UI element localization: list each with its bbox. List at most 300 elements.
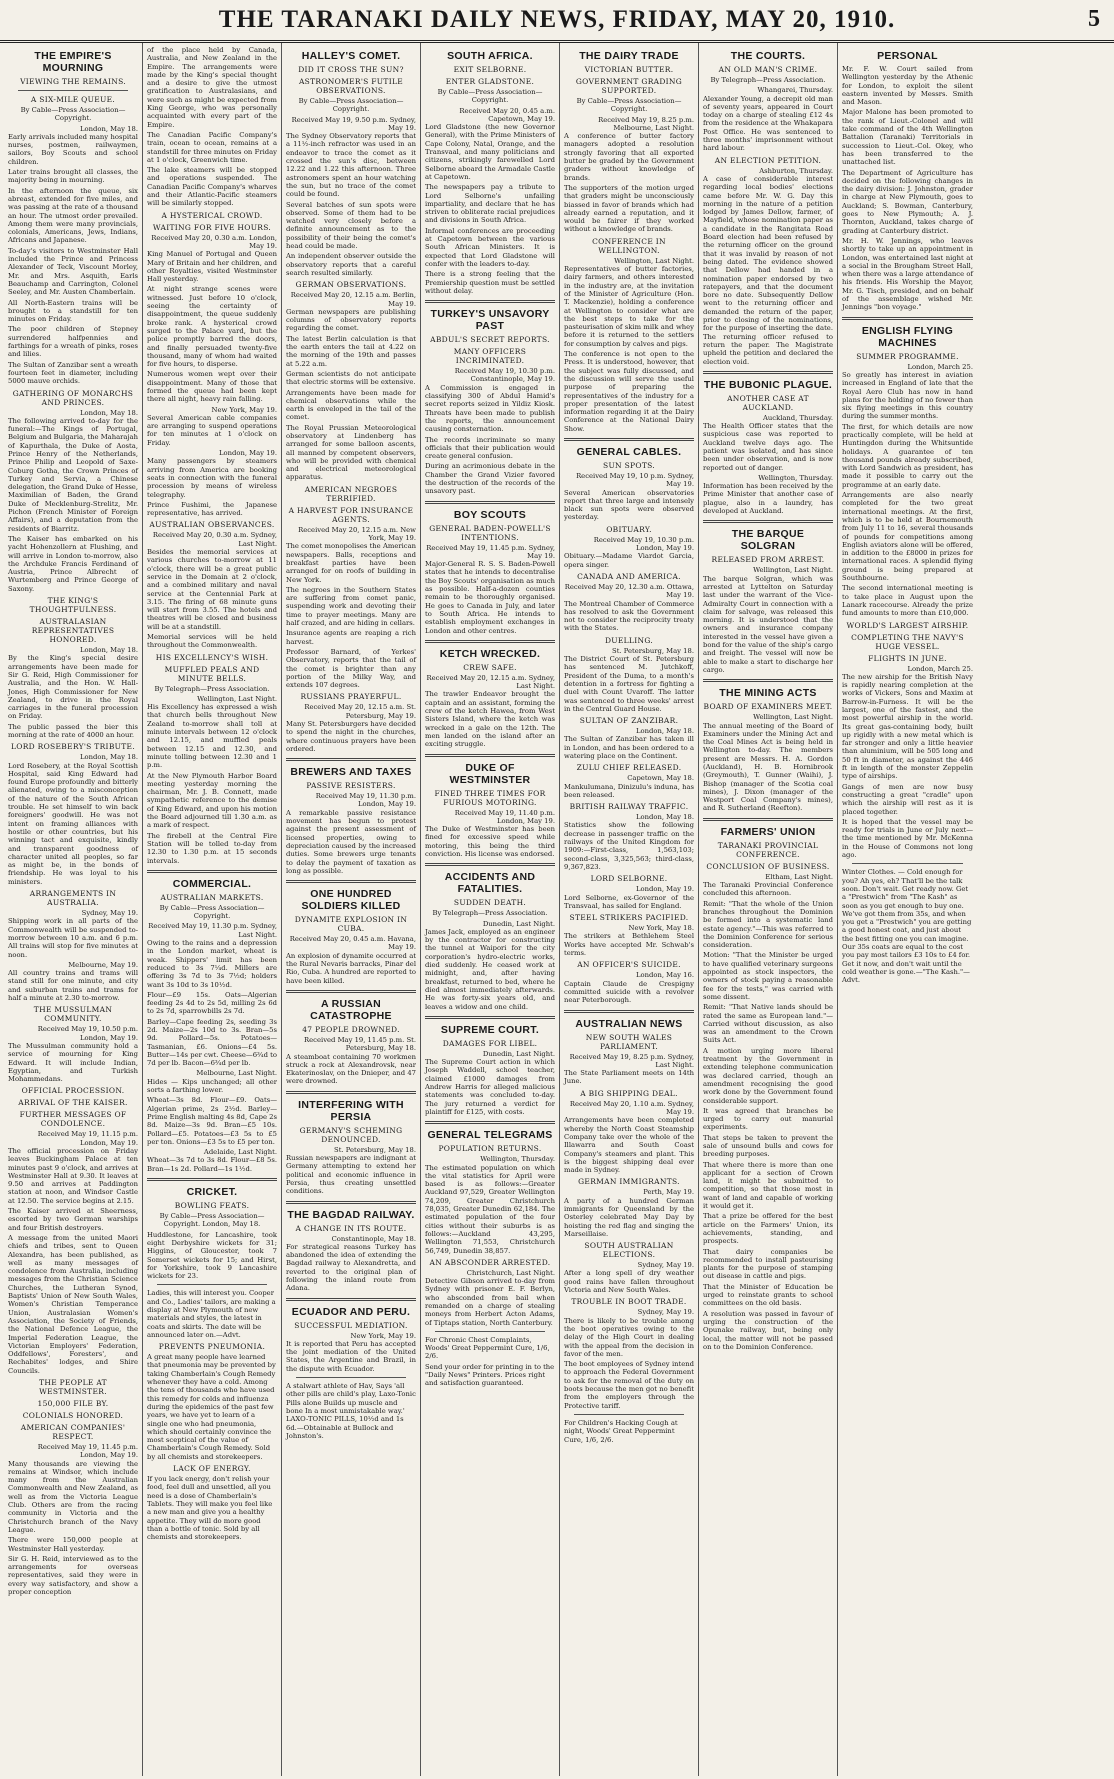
dateline: Received May 20, 1.10 a.m. Sydney, May 19.: [569, 1099, 694, 1117]
double-rule: [425, 754, 555, 757]
headline: PERSONAL: [877, 50, 938, 62]
headline: TURKEY'S UNSAVORY PAST: [430, 308, 550, 333]
double-rule: [425, 501, 555, 504]
subhead: ASTRONOMER'S FUTILE OBSERVATIONS.: [298, 77, 404, 95]
paragraph: At night strange scenes were witnessed. Just before 10 o'clock, seeing the certainty of disappointment, the queue suddenly broke rank. A hysterical crowd surged to the Palace yard, but the police promptly barred the doors, and finally persuaded twenty-five thousand, many of whom had waited for five hours, to disperse.: [147, 285, 277, 369]
dateline: Received May 19, 10.50 p.m. London, May 19.: [37, 1025, 138, 1042]
paragraph: Several American cable companies are arranging to suspend operations for ten minutes at 1 o'clock on Friday.: [147, 413, 277, 447]
ad-text: Winter Clothes. — Cold enough for you? Ah yes, eh? That'll be the talk soon. Don't wait. Get ready now. Get a "Prestwich" from "The Kash" as soon as you get enough to buy one. We've got them from 35s, and when you get a "Prestwich" you are getting a good honest coat, and just about the best fitting one you can imagine. Our 35s coats are equal to the cost you pay most tailors £3 10s to £4 for. Get it now, and don't wait until the cold weather is gone.—"The Kash."—Advt.: [842, 868, 972, 985]
paragraph: Shipping work in all parts of the Commonwealth will be suspended to-morrow between 10 a.m. and 6 p.m. All trains will stop for five minutes at noon.: [8, 917, 138, 959]
dateline: Received May 19, 11.40 p.m. London, May 19.: [454, 808, 555, 825]
double-rule: [564, 438, 694, 441]
paragraph: After a long spell of dry weather good rains have fallen throughout Victoria and New South Wales.: [564, 1269, 694, 1295]
ad-text: For Chronic Chest Complaints, Woods' Great Peppermint Cure, 1/6, 2/6.: [425, 1335, 550, 1361]
paragraph: There were 150,000 people at Westminster Hall yesterday.: [8, 1536, 138, 1553]
paragraph: A resolution was passed in favour of urging the construction of the Opunake railway, but, being only local, the matter will not be passed on to the Dominion Conference.: [703, 1309, 833, 1351]
dateline: Melbourne, Last Night.: [196, 1069, 277, 1078]
paragraph: The following arrived to-day for the funeral:—The Kings of Portugal, Belgium and Bulgaria, the Maharajah of Kapurthala, the Duke of Aosta, Prince Henry of the Netherlands, Prince Philip and Leopold of Saxe-Coburg Gotha, the Crown Princes of Turkey and Servia, a Chinese delegation, the Grand Duke of Hesse, Maximilian of Baden, the Grand Duke of Mecklenburg-Strelitz, Mr. Pichon (French Minister of Foreign Affairs), and a deputation from the residents of Biarritz.: [8, 416, 138, 533]
dateline: Dunedin, Last Night.: [482, 919, 555, 928]
subhead: A HARVEST FOR INSURANCE AGENTS.: [288, 505, 414, 524]
subhead: THE PEOPLE AT WESTMINSTER.: [39, 1378, 107, 1396]
subhead: RUSSIANS PRAYERFUL.: [300, 692, 402, 702]
advertisement: [564, 1419, 694, 1444]
paragraph: The public passed the bier this morning at the rate of 4000 an hour.: [8, 722, 138, 739]
paragraph: Owing to the rains and a depression in the London market, wheat is weak. Shippers' limit has been reduced to 3s 7¼d. Millers are offering 3s 7d to 3s 7½d; holders want 3s 10d to 3s 10½d.: [147, 939, 277, 989]
subhead: HIS EXCELLENCY'S WISH.: [155, 652, 269, 662]
paragraph: The Taranaki Provincial Conference concluded this afternoon.: [703, 881, 833, 898]
paragraph: The Supreme Court action in which Joseph Waddell, school teacher, claimed £1000 damages from Andrew Harris for alleged malicious statements was concluded to-day. The jury returned a verdict for plaintiff for £125, with costs.: [425, 1058, 555, 1116]
subhead: AMERICAN NEGROES TERRIFIED.: [304, 484, 398, 503]
paragraph: All country trains and trams will stand still for one minute, and city and suburban trains and trams for half a minute at 2.30 to-morrow.: [8, 969, 138, 1003]
subhead: DYNAMITE EXPLOSION IN CUBA.: [294, 915, 408, 934]
subhead: ABDUL'S SECRET REPORTS.: [430, 335, 550, 345]
dateline: London, May 16.: [636, 971, 694, 980]
paragraph: The barque Solgran, which was arrested at Lyttelton on Saturday last under the warrant of the Vice-Admiralty Court in connection with a claim for salvage, was released this morning. It is understood that the owners and insurance company interested in the vessel have given a bond for the value of the ship's cargo and freight. The vessel will now be able to make a start to discharge her cargo.: [703, 574, 833, 674]
dateline: Received May 19, 10.30 p.m. London, May 19.: [593, 535, 694, 553]
column-2: [143, 43, 282, 1776]
column-7: [838, 43, 977, 1776]
dateline: Eltham, Last Night.: [765, 872, 833, 881]
subhead: THE KING'S THOUGHTFULNESS.: [29, 596, 117, 615]
dateline: London, May 18.: [636, 727, 694, 736]
paragraph: So greatly has interest in aviation increased in England of late that the Royal Aero Club has now in hand plans for the holding of no fewer than six flying meetings in this country during the summer months.: [842, 370, 973, 421]
paragraph: The District Court of St. Petersburg has sentenced M. Jutchkoff, President of the Duma, to a month's detention in a fortress for fighting a duel with Count Uvaroff. The latter was sentenced to three weeks' arrest in the Central Guard House.: [564, 655, 694, 713]
paragraph: Information has been received by the Prime Minister that another case of plague, also in a laundry, has developed at Auckland.: [703, 482, 833, 516]
paragraph: The latest Berlin calculation is that the earth enters the tail at 4.22 on the morning of the 19th and passes at 5.22 a.m.: [286, 334, 416, 368]
subhead: EXIT SELBORNE.: [453, 65, 527, 74]
paragraph: It is reported that Peru has accepted the joint mediation of the United States, the Argentine and Brazil, in the dispute with Ecuador.: [286, 1339, 416, 1373]
paragraph: The Sultan of Zanzibar sent a wreath fourteen feet in diameter, including 5000 mauve orchids.: [8, 360, 138, 386]
dateline: Received May 19, 11.15 p.m. London, May 19.: [37, 1130, 138, 1147]
dateline: Melbourne, May 19.: [68, 960, 138, 969]
paragraph: Russian newspapers are indignant at Germany attempting to extend her political and economic influence in Persia, thus creating unsettled conditions.: [286, 1154, 416, 1196]
subhead: OFFICIAL PROCESSION.: [21, 1086, 125, 1096]
headline: THE MINING ACTS: [719, 687, 817, 700]
double-rule: [147, 1178, 277, 1181]
paragraph: Mankulumana, Dinizulu's induna, has been released.: [564, 782, 694, 799]
subhead: STEEL STRIKERS PACIFIED.: [569, 913, 689, 923]
subhead: OBITUARY.: [606, 524, 652, 534]
paragraph: The records incriminate so many officials that their publication would create general confusion.: [425, 435, 555, 461]
dateline: Received May 20, 0.30 a.m. Sydney, Last Night.: [152, 531, 277, 548]
headline: KETCH WRECKED.: [439, 647, 541, 660]
paragraph: An explosion of dynamite occurred at the Rural Nevaris barracks, Pinar del Rio, Cuba. A hundred are reported to have been killed.: [286, 951, 416, 985]
dateline: Received May 20, 12.30 a.m. Ottawa, May 19.: [564, 582, 694, 600]
paragraph: The boot employees of Sydney intend to approach the Federal Government to ask for the removal of the duty on boots because the men got no benefit from the employers through the Protective tariff.: [564, 1360, 694, 1410]
paragraph: Hides — Kips unchanged; all other sorts a farthing lower.: [147, 1077, 277, 1095]
dateline: Sydney, May 19.: [81, 909, 138, 918]
paragraph: At the New Plymouth Harbor Board meeting yesterday morning the chairman, Mr. J. B. Connett, made sympathetic reference to the demise of King Edward, and upon his motion the Board adjourned till 1.30 a.m. as a mark of respect.: [147, 771, 277, 830]
subhead: SUMMER PROGRAMME.: [856, 351, 959, 361]
paragraph: Informal conferences are proceeding at Capetown between the various South African Ministers. It is expected that Lord Gladstone will confer with the leaders to-day.: [425, 226, 555, 268]
column-6: [699, 43, 838, 1776]
subhead: THE MUSSULMAN COMMUNITY.: [33, 1005, 113, 1024]
paragraph: It was agreed that branches be urged to carry out manurial experiments.: [703, 1106, 833, 1132]
headline: ENGLISH FLYING MACHINES: [861, 324, 954, 349]
dateline: Perth, May 19.: [643, 1188, 694, 1197]
headline: GENERAL CABLES.: [576, 445, 682, 458]
headline: HALLEY'S COMET.: [301, 50, 401, 62]
paragraph: A party of a hundred German immigrants for Queensland by the Osterley celebrated May Day by hoisting the red flag and singing the Marseillaise.: [564, 1196, 694, 1238]
headline: THE BARQUE SOLGRAN: [731, 528, 805, 553]
paragraph: A remarkable passive resistance movement has begun to protest against the present assessment of licensed properties, owing to depreciation caused by the increased duties. Some brewers urge tenants to delay the payment of taxation as long as possible.: [286, 808, 416, 875]
advertisement: [842, 868, 973, 984]
paragraph: Numerous women wept over their disappointment. Many of those that formed the queue had been kept there all night, heavy rain falling.: [147, 370, 277, 404]
dateline: Received May 19, 11.45 p.m. Sydney, May 19.: [426, 543, 555, 560]
paragraph: Besides the memorial services at various churches to-morrow at 11 o'clock, there will be a great public service in the Domain at 2 o'clock, and a combined military and naval service at the Centennial Park at 3.15. The firing of 68 minute guns will start from 3.55. The hotels and theatres will be closed and business will be at a standstill.: [147, 548, 277, 631]
headline: GENERAL TELEGRAMS: [427, 1129, 553, 1142]
double-rule: [286, 758, 416, 761]
dateline: New York, May 18.: [628, 924, 694, 933]
paragraph: Representatives of butter factories, dairy farmers, and others interested in the industry are, at the invitation of the Minister of Agriculture (Hon. T. Mackenzie), holding a conference at Wellington to consider what are the best steps to take for the pasteurisation of skim milk and whey before it is returned to the settlers for consumption by calves and pigs.: [564, 265, 694, 348]
subhead: FLIGHTS IN JUNE.: [868, 653, 947, 663]
headline: THE DAIRY TRADE: [579, 50, 679, 62]
dateline: Received May 19, 11.30 p.m. Sydney, Last Night.: [148, 922, 277, 939]
paragraph: Wheat—3s 7d to 3s 8d. Flour—£8 5s. Bran—1s 2d. Pollard—1s 1½d.: [147, 1156, 277, 1173]
dateline: London, March 25.: [907, 664, 973, 673]
paragraph: The official procession on Friday leaves Buckingham Palace at ten minutes past 9 o'clock, and arrives at Westminster Hall at 9.30. It leaves at 9.50 and arrives at Paddington station at noon, and Windsor Castle at 12.50. The service begins at 2.15.: [8, 1146, 138, 1205]
subhead: DAMAGES FOR LIBEL.: [442, 1038, 538, 1048]
dateline: London, May 18.: [636, 813, 694, 822]
paragraph: Arrangements are also nearly completed for the two great international meetings. At the first, which is to be held at Bournemouth from July 11 to 16, several thousands of pounds for competitions among English aviators alone will be offered, in addition to the £8000 in prizes for international races. A splendid flying ground is being prepared at Southbourne.: [842, 491, 973, 583]
dateline: Received May 19, 8.25 p.m. Sydney, Last Night.: [569, 1052, 694, 1069]
column-4: [421, 43, 560, 1776]
dateline: London, May 19.: [636, 885, 694, 894]
paragraph: Flour—£9 15s. Oats—Algerian feeding 2s 4d to 2s 5d, milling 2s 6d to 2s 7d, sparrowbills 2s 7d.: [147, 990, 277, 1016]
subhead: BOARD OF EXAMINERS MEET.: [703, 702, 833, 712]
dateline: Received May 19, 9.50 p.m. Sydney, May 19.: [291, 115, 416, 132]
paragraph: The Sultan of Zanzibar has taken ill in London, and has been ordered to a watering place on the Continent.: [564, 735, 694, 760]
double-rule: [286, 1201, 416, 1204]
headline: INTERFERING WITH PERSIA: [298, 1098, 404, 1123]
dateline: Ashburton, Thursday.: [759, 166, 833, 175]
subhead: PREVENTS PNEUMONIA.: [158, 1342, 266, 1352]
paragraph: The comet monopolises the American newspapers. Balls, receptions and breakfast parties have been arranged for on roofs of building in New York.: [286, 542, 416, 584]
headline: A RUSSIAN CATASTROPHE: [310, 997, 392, 1022]
subhead: PASSIVE RESISTERS.: [306, 781, 396, 791]
paragraph: The poor children of Stepney surrendered halfpennies and farthings for a wreath of pinks, roses and lilies.: [8, 325, 138, 359]
subhead: FINED THREE TIMES FOR FURIOUS MOTORING.: [434, 788, 546, 807]
subhead: MANY OFFICERS INCRIMINATED.: [453, 347, 527, 366]
subhead: MUFFLED PEALS AND MINUTE BELLS.: [164, 664, 260, 683]
paragraph: Sir G. H. Reid, interviewed as to the arrangements for overseas representatives, said they were in every way satisfactory, and show a proper conception: [8, 1554, 138, 1597]
subhead: NEW SOUTH WALES PARLIAMENT.: [585, 1032, 673, 1051]
double-rule: [286, 990, 416, 993]
headline: THE EMPIRE'S MOURNING: [34, 50, 112, 74]
paragraph: Many passengers by steamers arriving from America are booking seats in connection with the funeral procession by means of wireless telegraphy.: [147, 457, 277, 499]
subhead: ENTER GLADSTONE.: [445, 77, 535, 86]
double-rule: [703, 371, 833, 374]
subhead: TARANAKI PROVINCIAL CONFERENCE.: [717, 840, 819, 859]
subhead: ARRANGEMENTS IN AUSTRALIA.: [29, 889, 117, 908]
double-rule: [286, 1298, 416, 1301]
dateline: Capetown, May 18.: [627, 774, 694, 783]
dateline: Whangarei, Thursday.: [757, 86, 833, 95]
paragraph: Mr. H. W. Jennings, who leaves shortly to take up an appointment in London, was entertained last night at a social in the Brougham Street Hall, when there was a large attendance of his friends. His Worship the Mayor, Mr. G. Tisch, presided, and on behalf of the assemblage wished Mr. Jennings "bon voyage.": [842, 236, 973, 312]
paragraph: The newspapers pay a tribute to Lord Selborne's unfailing impartiality, and declare that he has striven to obliterate racial prejudices and divisions in South Africa.: [425, 183, 555, 225]
double-rule: [425, 863, 555, 866]
subhead: 150,000 FILE BY.: [37, 1399, 109, 1408]
rule: [435, 1331, 545, 1332]
subhead: VICTORIAN BUTTER.: [584, 65, 674, 74]
paragraph: Later trains brought all classes, the majority being in mourning.: [8, 168, 138, 185]
headline: BOY SCOUTS: [453, 508, 527, 521]
paragraph: German newspapers are publishing columns of observatory reports regarding the comet.: [286, 307, 416, 333]
dateline: New York, May 19.: [211, 405, 277, 414]
subhead: ANOTHER CASE AT AUCKLAND.: [727, 393, 809, 412]
subhead: SOUTH AUSTRALIAN ELECTIONS.: [584, 1241, 674, 1260]
subhead: CREW SAFE.: [463, 662, 517, 672]
advertisement: [147, 1353, 277, 1461]
paragraph: Lord Gladstone (the new Governor General), with the Prime Ministers of Cape Colony, Natal, Orange, and the Transvaal, and many politicians and citizens, strikingly farewelled Lord Selborne aboard the Armadale Castle at Capetown.: [425, 123, 555, 181]
paragraph: The strikers at Bethlehem Steel Works have accepted Mr. Schwab's terms.: [564, 932, 694, 958]
headline: ACCIDENTS AND FATALITIES.: [444, 871, 536, 896]
paragraph: Many thousands are viewing the remains at Windsor, which include many from the Australian Commonwealth and New Zealand, as well as from the Victoria League Club. Others are from the racing community in Victoria and the Christchurch branch of the Navy League.: [8, 1459, 138, 1534]
headline: THE BAGDAD RAILWAY.: [287, 1208, 415, 1221]
subhead: AN OLD MAN'S CRIME.: [718, 65, 818, 74]
headline: SUPREME COURT.: [440, 1023, 540, 1036]
paragraph: A case of considerable interest regarding local bodies' elections came before Mr. W. G. Day this morning in the nature of a petition lodged by James Dellow, farmer, of Mayfield, whose nomination paper as a candidate in the Rangitata Road Board election had been refused by the returning officer on the ground that it was invalid by reason of not being dated. The evidence showed that Dellow had handed in a nomination paper endorsed by two ratepayers, and that the document bore no date. Subsequently Dellow went to the returning officer and demanded the return of the paper, prior to closing of the nominations, for the purpose of inserting the date. The returning officer refused to return the paper. The Magistrate upheld the petition and declared the election void.: [703, 174, 833, 366]
advertisement: [147, 1289, 277, 1339]
headline: SOUTH AFRICA.: [447, 50, 533, 62]
paragraph: The Duke of Westminster has been fined for excessive speed while motoring, this being the third conviction. His license was endorsed.: [425, 825, 555, 858]
dateline: Received May 19, 11.45 p.m. London, May 19.: [37, 1443, 138, 1460]
paragraph: The Mussulman community hold a service of mourning for King Edward. It will include Indian, Egyptian, and Turkish Mohammedans.: [8, 1041, 138, 1084]
subhead: GERMANY'S SCHEMING DENOUNCED.: [299, 1125, 403, 1144]
rule: [157, 1284, 267, 1285]
paragraph: The Department of Agriculture has decided on the following changes in the dairy division: J. Johnston, grader in charge at New Plymouth, goes to Auckland; S. Bowman, Canterbury, goes to New Plymouth; A. J. Thornton, Auckland, takes charge of grading at Canterbury district.: [842, 168, 973, 235]
paragraph: Gangs of men are now busy constructing a great "cradle" upon which the airship will rest as it is placed together.: [842, 782, 973, 816]
headline: THE BUBONIC PLAGUE.: [703, 378, 833, 391]
subhead: ZULU CHIEF RELEASED.: [576, 763, 682, 773]
paragraph: His Excellency has expressed a wish that church bells throughout New Zealand to-morrow shall toll at minute intervals between 12 o'clock and 12.15, and muffled peals between 12.15 and 12.30, and minute tolling between 12.30 and 1 p.m.: [147, 703, 277, 770]
dateline: New York, May 19.: [350, 1331, 416, 1340]
paragraph: Arrangements have been completed whereby the North Coast Steamship Company take over the whole of the Illawarra and South Coast Company's steamers and plant. This is the biggest shipping deal ever made in Sydney.: [564, 1116, 694, 1175]
paragraph: During an acrimonious debate in the Chamber the Grand Vizier favored the destruction of the records of the unsavory past.: [425, 462, 555, 496]
headline: FARMERS' UNION: [720, 825, 816, 838]
subhead: SUDDEN DEATH.: [453, 898, 527, 908]
paragraph: Several American observatories report that three large and intensely black sun spots were observed yesterday.: [564, 488, 694, 522]
dateline: Wellington, Thursday.: [758, 473, 833, 482]
subhead: TROUBLE IN BOOT TRADE.: [571, 1297, 687, 1307]
paragraph: The trawler Endeavor brought the captain and an assistant, forming the crew of the ketch Hawea, from West Sisters Island, where the ketch was wrecked in a gale on the 12th. The men landed on the island after an exciting struggle.: [425, 690, 555, 749]
double-rule: [425, 300, 555, 303]
dateline: Christchurch, Last Night.: [466, 1268, 555, 1277]
double-rule: [425, 1121, 555, 1124]
paragraph: There is a strong feeling that the Premiership question must be settled without delay.: [425, 270, 555, 295]
paragraph: The conference is not open to the Press. It is understood, however, that the subject was fully discussed, and the discussion will serve the useful purpose of preparing the representatives of the industry for a proper presentation of the latest information regarding it at the Dairy Conference at the National Dairy Show.: [564, 350, 694, 433]
paragraph: Many St. Petersburgers have decided to spend the night in the churches, where continuous prayers have been ordered.: [286, 720, 416, 753]
paragraph: Lord Selborne, ex-Governor of the Transvaal, has sailed for England.: [564, 893, 694, 910]
paragraph: In the afternoon the queue, six abreast, extended for five miles, and was passing at the rate of a thousand an hour. The utmost order prevailed. Among them were many provincials, colonials, Americans, Jews, Indians, Africans and Japanese.: [8, 186, 138, 245]
agency-line: By Cable—Press Association—Copyright. London, May 18.: [159, 1212, 265, 1229]
paragraph: The Sydney Observatory reports that a 11½-inch refractor was used in an endeavor to trace the comet as it crossed the sun's disc, between 12.22 and 1.22 this afternoon. Three astronomers spent an hour watching the sun, but no trace of the comet could be found.: [286, 132, 416, 199]
dateline: St. Petersburg, May 18.: [612, 646, 694, 655]
paragraph: The annual meeting of the Board of Examiners under the Mining Act and the Coal Mines Act is being held in Wellington to-day. The members present are Messrs. H. A. Gordon (Auckland), H. B. Hornibrook (Greymouth), T. Gunner (Waihi), J. Bishop (manager of the Scotia coal mines), J. Dixon (manager of the Westport Coal Company's mines), and R. Sutherland (Reefton).: [703, 721, 833, 813]
advertisement: [286, 1382, 416, 1440]
dateline: Dunedin, Last Night.: [482, 1049, 555, 1058]
paragraph: Several batches of sun spots were observed. Some of them had to be watched very closely before a definite announcement as to the possibility of their being the comet's head could be made.: [286, 200, 416, 251]
paragraph: Prince Fushimi, the Japanese representative, has arrived.: [147, 500, 277, 518]
paragraph: The Kaiser arrived at Sheerness, escorted by two German warships and four British destroyers.: [8, 1207, 138, 1232]
paragraph: The negroes in the Southern States are suffering from comet panic, suspending work and devoting their time to prayer meetings. Many are half crazed, and are hiding in cellars.: [286, 585, 416, 628]
double-rule: [425, 1016, 555, 1019]
rule: [296, 1377, 406, 1378]
paragraph: An independent observer outside the observatory reports that a careful search resulted similarly.: [286, 252, 416, 277]
paragraph: A steamboat containing 70 workmen struck a rock at Alexandrovsk, near Ekaterinoslav, on the Dnieper, and 47 were drowned.: [286, 1052, 416, 1086]
ad-text: Ladies, this will interest you. Cooper and Co., Ladies' tailors, are making a display at New Plymouth of new materials and styles, the latest in coats and skirts. The date will be announced later on.—Advt.: [147, 1289, 276, 1339]
paragraph: Lord Rosebery, at the Royal Scottish Hospital, said King Edward had found Europe profoundly and bitterly alienated, owing to a misconception of the nature of the South African trouble. He set himself to win back foreigners' goodwill. He was not intent on framing alliances with hostile or other countries, but his winning tact and exquisite, kindly and transparent goodness of character united all peoples, so far as might be, in the bonds of friendship. He was loyal to his ministers.: [8, 761, 138, 886]
paragraph: Remit: "That Native lands should be rated the same as European land."—Carried without discussion, as also was an amendment to the Crown Suits Act.: [703, 1003, 833, 1045]
dateline: Received May 20, 0.45 a.m. Capetown, May 19.: [459, 106, 555, 123]
paragraph: German scientists do not anticipate that electric storms will be extensive.: [286, 369, 416, 387]
subhead: AN ELECTION PETITION.: [714, 155, 822, 165]
agency-line: By Cable—Press Association—Copyright.: [576, 97, 682, 114]
subhead: DUELLING.: [604, 635, 654, 645]
subhead: SUCCESSFUL MEDIATION.: [294, 1320, 408, 1330]
paragraph: A motion urging more liberal treatment by the Government in extending telephone communication was declared carried, though an amendment recognising the good work done by the Government found considerable support.: [703, 1046, 833, 1105]
subhead: AUSTRALASIAN REPRESENTATIVES HONORED.: [31, 617, 115, 645]
paragraph: Alexander Young, a decrepit old man of seventy years, appeared in Court today on a charge of stealing £12 4s from the residence at the Whakapara Post Office. He was sentenced to three months' imprisonment without hard labour.: [703, 94, 833, 153]
paragraph: of the place held by Canada, Australia, and New Zealand in the Empire. The arrangements were made by the King's special thought and a desire to give the utmost gratification to Australasians, and were such as might be expected from King George, who was personally acquainted with every part of the Empire.: [147, 46, 277, 129]
paragraph: The estimated population on which the vital statistics for April were based is as follows:—Greater Auckland 97,529, Greater Wellington 74,209, Greater Christchurch 78,035, Greater Dunedin 62,184. The estimated population of the four cities without their suburbs is as follows:—Auckland 43,295, Wellington 71,553, Christchurch 56,749, Dunedin 38,857.: [425, 1163, 555, 1255]
double-rule: [842, 317, 973, 320]
double-rule: [564, 1010, 694, 1013]
paragraph: By the King's special desire arrangements have been made for Sir G. Reid, High Commissioner for Australia, and the Hon. W. Hall-Jones, High Commissioner for New Zealand, to drive in the Royal carriages in the funeral procession on Friday.: [8, 654, 138, 721]
headline: DUKE OF WESTMINSTER: [449, 761, 531, 786]
paragraph: There is likely to be trouble among the boot operatives owing to the delay of the High Court in dealing with the appeal from the decision in favor of the men.: [564, 1316, 694, 1358]
subhead: VIEWING THE REMAINS.: [20, 77, 126, 86]
subhead: AUSTRALIAN OBSERVANCES.: [149, 520, 275, 530]
dateline: Received May 20, 12.15 a.m. St. Petersburg, May 19.: [304, 703, 416, 720]
dateline: Received May 19, 10 p.m. Sydney, May 19.: [576, 471, 694, 489]
subhead: BRITISH RAILWAY TRAFFIC.: [569, 802, 689, 812]
dateline: Received May 20, 12.15 a.m. Berlin, May 19.: [290, 291, 416, 308]
paragraph: Arrangements have been made for chemical observations while the earth is enveloped in the tail of the comet.: [286, 388, 416, 422]
subhead: DID IT CROSS THE SUN?: [298, 65, 404, 74]
dateline: Received May 19, 11.45 p.m. St. Petersburg, May 18.: [304, 1035, 416, 1053]
dateline: Adelaide, Last Night.: [203, 1148, 277, 1157]
dateline: Wellington, Last Night.: [614, 256, 694, 265]
dateline: St. Petersburg, May 18.: [334, 1145, 416, 1154]
subhead: CANADA AND AMERICA.: [577, 571, 681, 581]
double-rule: [703, 679, 833, 682]
paragraph: Motion: "That the Minister be urged to have qualified veterinary surgeons appointed as stock inspectors, the owners of stock paying a reasonable fee for the tests," was carried with some dissent.: [703, 951, 833, 1001]
paragraph: To-day's visitors to Westminster Hall included the Prince and Princess Alexander of Teck, Viscount Morley, Mr. and Mrs. Asquith, Earls Beauchamp and Carrington, Colonel Seeley, and Mr. Austen Chamberlain.: [8, 246, 138, 297]
paragraph: The Health Officer states that the suspicious case was reported to Auckland twelve days ago. The patient was isolated, and has since been under observation, and is now reported out of danger.: [703, 422, 833, 472]
agency-line: By Cable—Press Association—Copyright.: [159, 903, 265, 921]
headline: ONE HUNDRED SOLDIERS KILLED: [301, 888, 401, 913]
page-number: 5: [1088, 6, 1100, 32]
rule: [574, 1414, 684, 1415]
paragraph: Insurance agents are reaping a rich harvest.: [286, 629, 416, 646]
dateline: Received May 19, 8.25 p.m. Melbourne, Last Night.: [598, 115, 694, 132]
headline: COMMERCIAL.: [172, 877, 252, 890]
subhead: GENERAL BADEN-POWELL'S INTENTIONS.: [429, 523, 551, 542]
column-5: [560, 43, 699, 1776]
subhead: GERMAN IMMIGRANTS.: [578, 1177, 680, 1187]
subhead: WAITING FOR FIVE HOURS.: [152, 222, 272, 232]
dateline: London, May 18.: [80, 408, 138, 417]
subhead: COMPLETING THE NAVY'S HUGE VESSEL.: [851, 632, 964, 651]
subhead: AMERICAN COMPANIES' RESPECT.: [20, 1423, 126, 1441]
paragraph: That a prize be offered for the best article on the Farmers' Union, its achievements, standing, and prospects.: [703, 1212, 833, 1246]
subhead: GOVERNMENT GRADING SUPPORTED.: [575, 77, 683, 95]
subhead: FURTHER MESSAGES OF CONDOLENCE.: [19, 1110, 127, 1129]
advertisement: [425, 1336, 555, 1388]
paragraph: All North-Eastern trains will be brought to a standstill for ten minutes on Friday.: [8, 298, 138, 324]
paragraph: A conference of butter factory managers adopted a resolution strongly favoring that all exported butter be graded by the Government graders without knowledge of brands.: [564, 132, 694, 182]
subhead: ARRIVAL OF THE KAISER.: [18, 1098, 128, 1108]
paragraph: Barley—Cape feeding 2s, seeding 3s 2d. Maize—2s 10d to 3s. Bran—5s 9d. Pollard—5s. Potatoes—Tasmanian, £6. Onions—£4 5s. Butter—14s per cwt. Cheese—6¾d to 7d per lb. Bacon—6¾d per lb.: [147, 1017, 277, 1068]
paragraph: Wheat—3s 8d. Flour—£9. Oats—Algerian prime, 2s 2½d. Barley—Prime English malting 4s 8d, Cape 2s 8d. Maize—3s 9d. Bran—£5 10s. Pollard—£5. Potatoes—£3 5s to £5 per ton. Onions—£3 5s to £5 per ton.: [147, 1096, 277, 1146]
paragraph: Captain Claude de Crespigny committed suicide with a revolver near Peterborough.: [564, 979, 694, 1005]
agency-line: By Telegraph—Press Association.: [154, 684, 270, 693]
double-rule: [703, 818, 833, 821]
dateline: London, May 18.: [80, 646, 138, 655]
paragraph: Major-General R. S. S. Baden-Powell states that he intends to decentralise the Boy Scouts' organisation as much as possible. Half-a-dozen counties remain to be thoroughly organised. He goes to Canada in July, and later to South Africa. He intends to establish employment exchanges in London and other centres.: [425, 560, 555, 635]
double-rule: [147, 870, 277, 873]
paragraph: The supporters of the motion urged that graders might be unconsciously biassed in favor of brands which had already earned a reputation, and it would be fairer if they worked without a knowledge of brands.: [564, 183, 694, 234]
paragraph: Statistics show the following decrease in passenger traffic on the railways of the United Kingdom for 1909:—First-class, 1,563,103; second-class, 3,325,563; third-class, 9,367,823.: [564, 821, 694, 871]
agency-line: By Telegraph—Press Association.: [710, 76, 826, 84]
dateline: London, May 18.: [80, 753, 138, 762]
paragraph: Remit: "That the whole of the Union branches throughout the Dominion be formed into a systematic land estate agency."—This was referred to the Dominion Conference for serious consideration.: [703, 899, 833, 950]
rule: [852, 863, 963, 864]
paragraph: The Canadian Pacific Company's train, ocean to ocean, remains at a standstill for three minutes on Friday at 1 o'clock, Greenwich time.: [147, 130, 277, 164]
dateline: Received May 20, 0.45 a.m. Havana, May 19.: [289, 935, 416, 952]
paragraph: Obituary.—Madame Viardot Garcia, opera singer.: [564, 552, 694, 569]
ad-text: Send your order for printing in to the "Daily News" Printers. Prices right and satisfaction guaranteed.: [425, 1362, 555, 1388]
paragraph: That the Minister of Education be urged to reinstate grants to school committees on the old basis.: [703, 1282, 833, 1308]
agency-line: By Telegraph—Press Association.: [432, 909, 548, 918]
subhead: LORD ROSEBERY'S TRIBUTE.: [10, 742, 136, 752]
subhead: AUSTRALIAN MARKETS.: [160, 892, 264, 902]
dateline: Sydney, May 19.: [637, 1308, 694, 1317]
dateline: Received May 20, 12.15 a.m. Sydney, Last Night.: [426, 673, 555, 691]
double-rule: [286, 880, 416, 883]
paragraph: That where there is more than one applicant for a section of Crown land, it might be submitted to competition, so that those most in want of land and capable of working it would get it.: [703, 1160, 833, 1211]
ad-text: If you lack energy, don't relish your food, feel dull and unsettled, all you need is a dose of Chamberlain's Tablets. They will make you feel like a new man and give you a healthy appetite. They will do more good than a bottle of tonic. Sold by all chemists and storekeepers.: [147, 1475, 273, 1542]
dateline: Received May 19, 10.30 p.m. Constantinople, May 19.: [454, 367, 555, 384]
dateline: Wellington, Thursday.: [480, 1155, 555, 1164]
paragraph: The Kaiser has embarked on his yacht Hohenzollern at Flushing, and will arrive in London to-morrow, also the Archduke Francis Ferdinand of Austria, Prince Albrecht of Wurtemberg and Prince George of Saxony.: [8, 534, 138, 593]
subhead: COLONIALS HONORED.: [22, 1411, 124, 1420]
subhead: SUN SPOTS.: [603, 460, 655, 470]
paragraph: A message from the united Maori chiefs and tribes, sent to Queen Alexandra, has been published, as well as many messages of condolence from Australia, including messages from the Christian Science Churches, the Lutheran Synod, Baptists' Union of New South Wales, Women's Christian Temperance Union, Australasian Women's Association, the Society of Friends, the National Defence League, the Imperial Federation League, the Victorian Employers' Federation, Oddfellows', Foresters', and Rechabites' lodges, and Shire Councils.: [8, 1233, 138, 1375]
dateline: Wellington, Last Night.: [197, 694, 277, 703]
newspaper-title: THE TARANAKI DAILY NEWS, FRIDAY, MAY 20, 1910.: [218, 6, 896, 33]
dateline: London, May 18.: [80, 124, 138, 133]
subhead: SULTAN OF ZANZIBAR.: [579, 716, 679, 726]
paragraph: The firebell at the Central Fire Station will be tolled to-day from 12.30 to 1.30 p.m. at 15 seconds intervals.: [147, 831, 277, 865]
subhead: RELEASED FROM ARREST.: [711, 555, 825, 565]
double-rule: [286, 1091, 416, 1094]
paragraph: The State Parliament meets on 14th June.: [564, 1069, 694, 1086]
masthead: [0, 0, 1114, 43]
subhead: LORD SELBORNE.: [590, 874, 668, 884]
paragraph: Detective Gibson arrived to-day from Sydney with prisoner E. F. Berlyn, who absconded from bail when remanded on a charge of stealing moneys from Herbert Acton Adams, of Tiptaps station, North Canterbury.: [425, 1277, 555, 1327]
paragraph: Memorial services will be held throughout the Commonwealth.: [147, 633, 277, 650]
subhead: BOWLING FEATS.: [174, 1201, 250, 1211]
headline: CRICKET.: [186, 1186, 238, 1199]
dateline: Auckland, Thursday.: [762, 413, 833, 422]
subhead: WORLD'S LARGEST AIRSHIP.: [846, 620, 969, 630]
paragraph: The second international meeting is to take place in August upon the Lanark racecourse. Already the prize fund amounts to more than £10,000.: [842, 584, 973, 618]
subhead: POPULATION RETURNS.: [438, 1144, 542, 1154]
subhead: CONCLUSION OF BUSINESS.: [706, 861, 830, 871]
dateline: Wellington, Last Night.: [753, 566, 833, 575]
